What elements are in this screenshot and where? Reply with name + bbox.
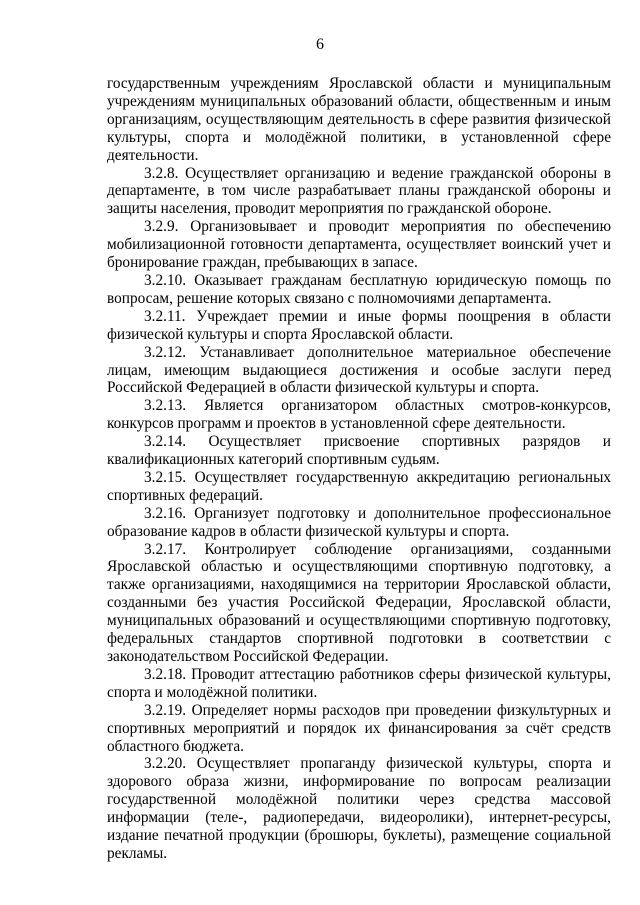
paragraph-3-2-13: 3.2.13. Является организатором областных смотров-конкурсов, конкурсов программ и проектов в установленной сфере деятельности. bbox=[107, 397, 611, 433]
paragraph-3-2-10: 3.2.10. Оказывает гражданам бесплатную юридическую помощь по вопросам, решение которых связано с полномочиями департамента. bbox=[107, 271, 611, 307]
page-number: 6 bbox=[316, 36, 324, 53]
paragraph-3-2-12: 3.2.12. Устанавливает дополнительное материальное обеспечение лицам, имеющим выдающиеся достижения и особые заслуги перед Российской Федерацией в области физической культуры и спорта. bbox=[107, 343, 611, 397]
paragraph-3-2-16: 3.2.16. Организует подготовку и дополнительное профессиональное образование кадров в области физической культуры и спорта. bbox=[107, 504, 611, 540]
paragraph-3-2-19: 3.2.19. Определяет нормы расходов при проведении физкультурных и спортивных мероприятий и порядок их финансирования за счёт средств областного бюджета. bbox=[107, 701, 611, 755]
paragraph-3-2-18: 3.2.18. Проводит аттестацию работников сферы физической культуры, спорта и молодёжной политики. bbox=[107, 665, 611, 701]
paragraph-3-2-14: 3.2.14. Осуществляет присвоение спортивных разрядов и квалификационных категорий спортивным судьям. bbox=[107, 433, 611, 469]
paragraph-3-2-20: 3.2.20. Осуществляет пропаганду физической культуры, спорта и здорового образа жизни, информирование по вопросам реализации государственной молодёжной политики через средства массовой информации (теле-, радиопередачи, видеоролики), интернет-ресурсы, издание печатной продукции (брошюры, буклеты), размещение социальной рекламы. bbox=[107, 755, 611, 862]
paragraph-3-2-11: 3.2.11. Учреждает премии и иные формы поощрения в области физической культуры и спорта Ярославской области. bbox=[107, 307, 611, 343]
paragraph-continuation: государственным учреждениям Ярославской области и муниципальным учреждениям муниципальных образований области, общественным и иным организациям, осуществляющим деятельность в сфере развития физической культуры, спорта и молодёжной политики, в установленной сфере деятельности. bbox=[107, 75, 611, 164]
document-body bbox=[107, 75, 611, 863]
paragraph-3-2-17: 3.2.17. Контролирует соблюдение организациями, созданными Ярославской областью и осуществляющими спортивную подготовку, а также организациями, находящимися на территории Ярославской области, созданными без участия Российской Федерации, Ярославской области, муниципальных образований и осуществляющими спортивную подготовку, федеральных стандартов спортивной подготовки в соответствии с законодательством Российской Федерации. bbox=[107, 540, 611, 665]
paragraph-3-2-9: 3.2.9. Организовывает и проводит мероприятия по обеспечению мобилизационной готовности департамента, осуществляет воинский учет и бронирование граждан, пребывающих в запасе. bbox=[107, 218, 611, 272]
paragraph-3-2-8: 3.2.8. Осуществляет организацию и ведение гражданской обороны в департаменте, в том числе разрабатывает планы гражданской обороны и защиты населения, проводит мероприятия по гражданской обороне. bbox=[107, 164, 611, 218]
paragraph-3-2-15: 3.2.15. Осуществляет государственную аккредитацию региональных спортивных федераций. bbox=[107, 468, 611, 504]
